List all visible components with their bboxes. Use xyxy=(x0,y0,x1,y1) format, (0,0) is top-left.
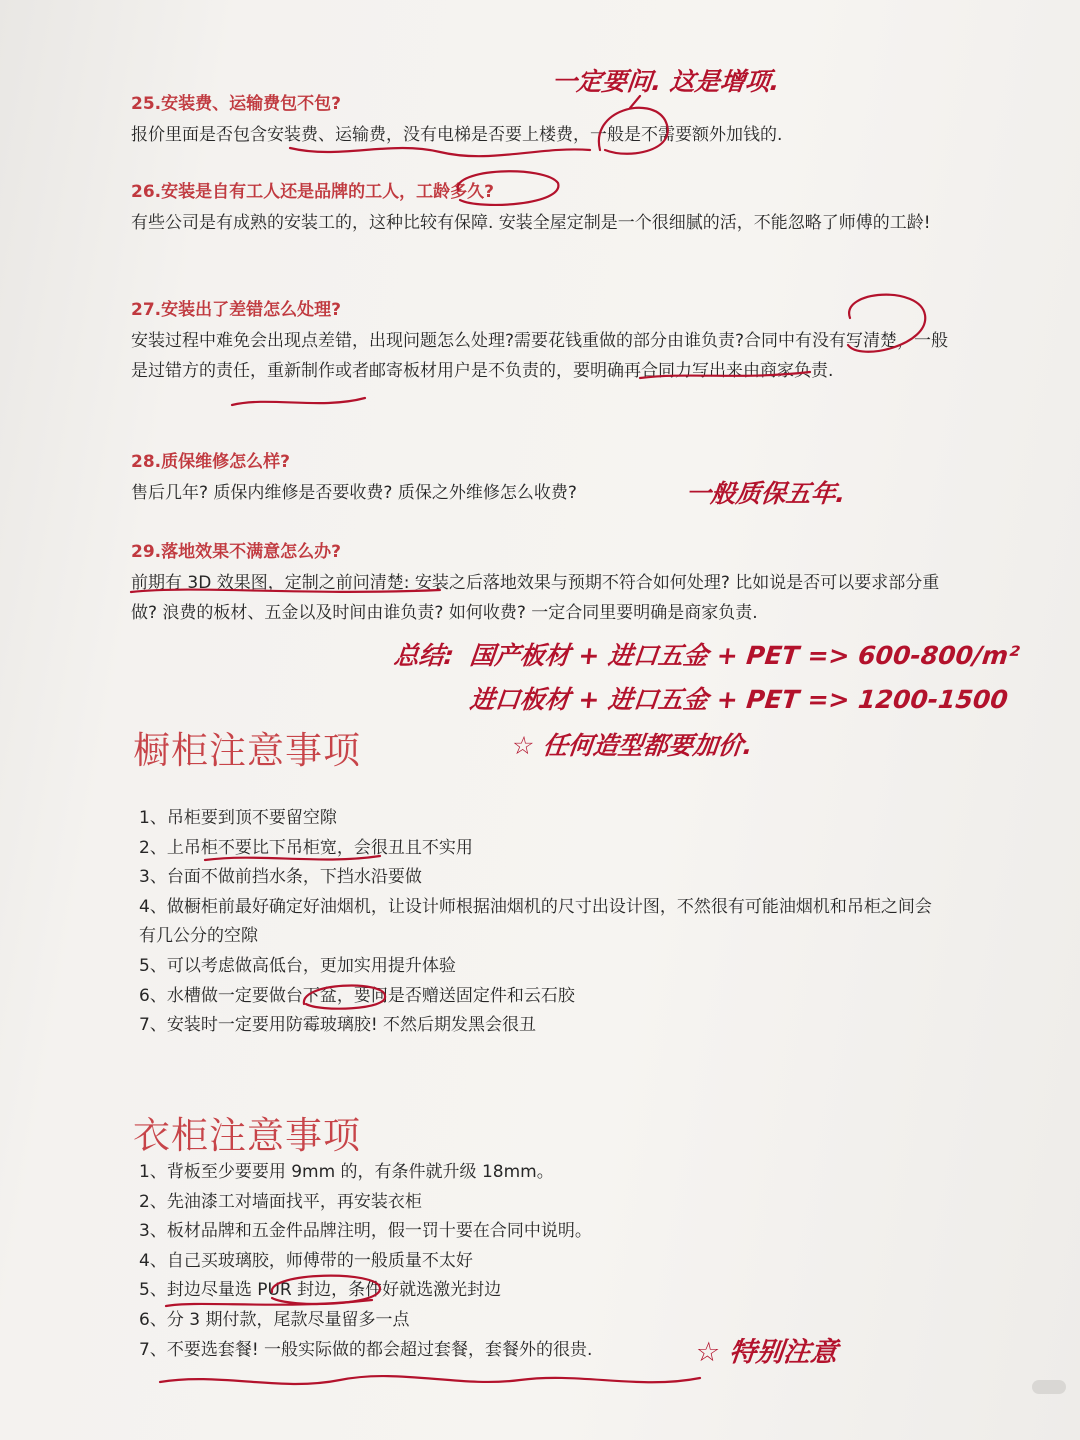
question-25 xyxy=(131,92,951,150)
question-body: 前期有 3D 效果图，定制之前问清楚: 安装之后落地效果与预期不符合如何处理? 比如说是否可以要求部分重做? 浪费的板材、五金以及时间由谁负责? 如何收费? 一定合同里要明确是商家负责. xyxy=(131,573,940,623)
question-title: 26.安装是自有工人还是品牌的工人，工龄多久? xyxy=(131,182,494,202)
handwritten-note-top: 一定要问. 这是增项. xyxy=(550,67,782,96)
watermark-badge xyxy=(1032,1380,1066,1394)
question-title: 29.落地效果不满意怎么办? xyxy=(131,542,341,562)
wardrobe-section-title: 衣柜注意事项 xyxy=(133,1114,361,1157)
list-item: 6、水槽做一定要做台下盆，要问是否赠送固定件和云石胶 xyxy=(139,985,575,1006)
kitchen-section-title: 橱柜注意事项 xyxy=(133,729,361,772)
question-body: 售后几年? 质保内维修是否要收费? 质保之外维修怎么收费? xyxy=(131,483,577,503)
question-title: 25.安装费、运输费包不包? xyxy=(131,94,341,114)
question-body: 有些公司是有成熟的安装工的，这种比较有保障. 安装全屋定制是一个很细腻的活，不能忽略了师傅的工龄! xyxy=(131,213,931,233)
list-item: 5、封边尽量选 PUR 封边，条件好就选激光封边 xyxy=(139,1280,502,1301)
handwritten-summary-line2: 进口板材 + 进口五金 + PET => 1200-1500 xyxy=(468,685,1010,714)
list-item: 1、吊柜要到顶不要留空隙 xyxy=(139,808,337,828)
handwritten-summary-line3: ☆ 任何造型都要加价. xyxy=(510,731,754,760)
list-item: 1、背板至少要要用 9mm 的，有条件就升级 18mm。 xyxy=(139,1162,554,1182)
question-27 xyxy=(131,298,951,386)
list-item: 2、上吊柜不要比下吊柜宽，会很丑且不实用 xyxy=(139,837,473,858)
handwritten-summary-label: 总结: xyxy=(392,641,456,670)
handwritten-summary-line1: 国产板材 + 进口五金 + PET => 600-800/m² xyxy=(468,641,1021,670)
kitchen-list xyxy=(139,804,944,1041)
question-body: 报价里面是否包含安装费、运输费，没有电梯是否要上楼费，一般是不需要额外加钱的. xyxy=(131,125,783,145)
question-title: 27.安装出了差错怎么处理? xyxy=(131,300,341,320)
list-item: 4、做橱柜前最好确定好油烟机，让设计师根据油烟机的尺寸出设计图，不然很有可能油烟机和吊柜之间会有几公分的空隙 xyxy=(139,896,932,947)
list-item: 3、台面不做前挡水条，下挡水沿要做 xyxy=(139,867,422,888)
handwritten-note-warranty: 一般质保五年. xyxy=(684,479,847,508)
list-item: 7、不要选套餐! 一般实际做的都会超过套餐，套餐外的很贵. xyxy=(139,1339,593,1360)
handwritten-note-special: ☆ 特别注意 xyxy=(694,1337,839,1368)
list-item: 4、自己买玻璃胶，师傅带的一般质量不太好 xyxy=(139,1250,473,1271)
question-26 xyxy=(131,180,951,238)
list-item: 2、先油漆工对墙面找平，再安装衣柜 xyxy=(139,1191,422,1212)
list-item: 3、板材品牌和五金件品牌注明，假一罚十要在合同中说明。 xyxy=(139,1221,592,1242)
question-title: 28.质保维修怎么样? xyxy=(131,452,290,472)
question-28 xyxy=(131,450,691,508)
list-item: 6、分 3 期付款，尾款尽量留多一点 xyxy=(139,1309,410,1330)
question-body: 安装过程中难免会出现点差错，出现问题怎么处理?需要花钱重做的部分由谁负责?合同中有没有写清楚，一般是过错方的责任，重新制作或者邮寄板材用户是不负责的，要明确再合同力写出来由商家负责. xyxy=(131,331,949,381)
list-item: 5、可以考虑做高低台，更加实用提升体验 xyxy=(139,955,456,976)
wavy-underline-package xyxy=(160,1376,700,1384)
question-29 xyxy=(131,540,951,628)
list-item: 7、安装时一定要用防霉玻璃胶! 不然后期发黑会很丑 xyxy=(139,1015,537,1036)
underline-merchant xyxy=(232,398,365,405)
